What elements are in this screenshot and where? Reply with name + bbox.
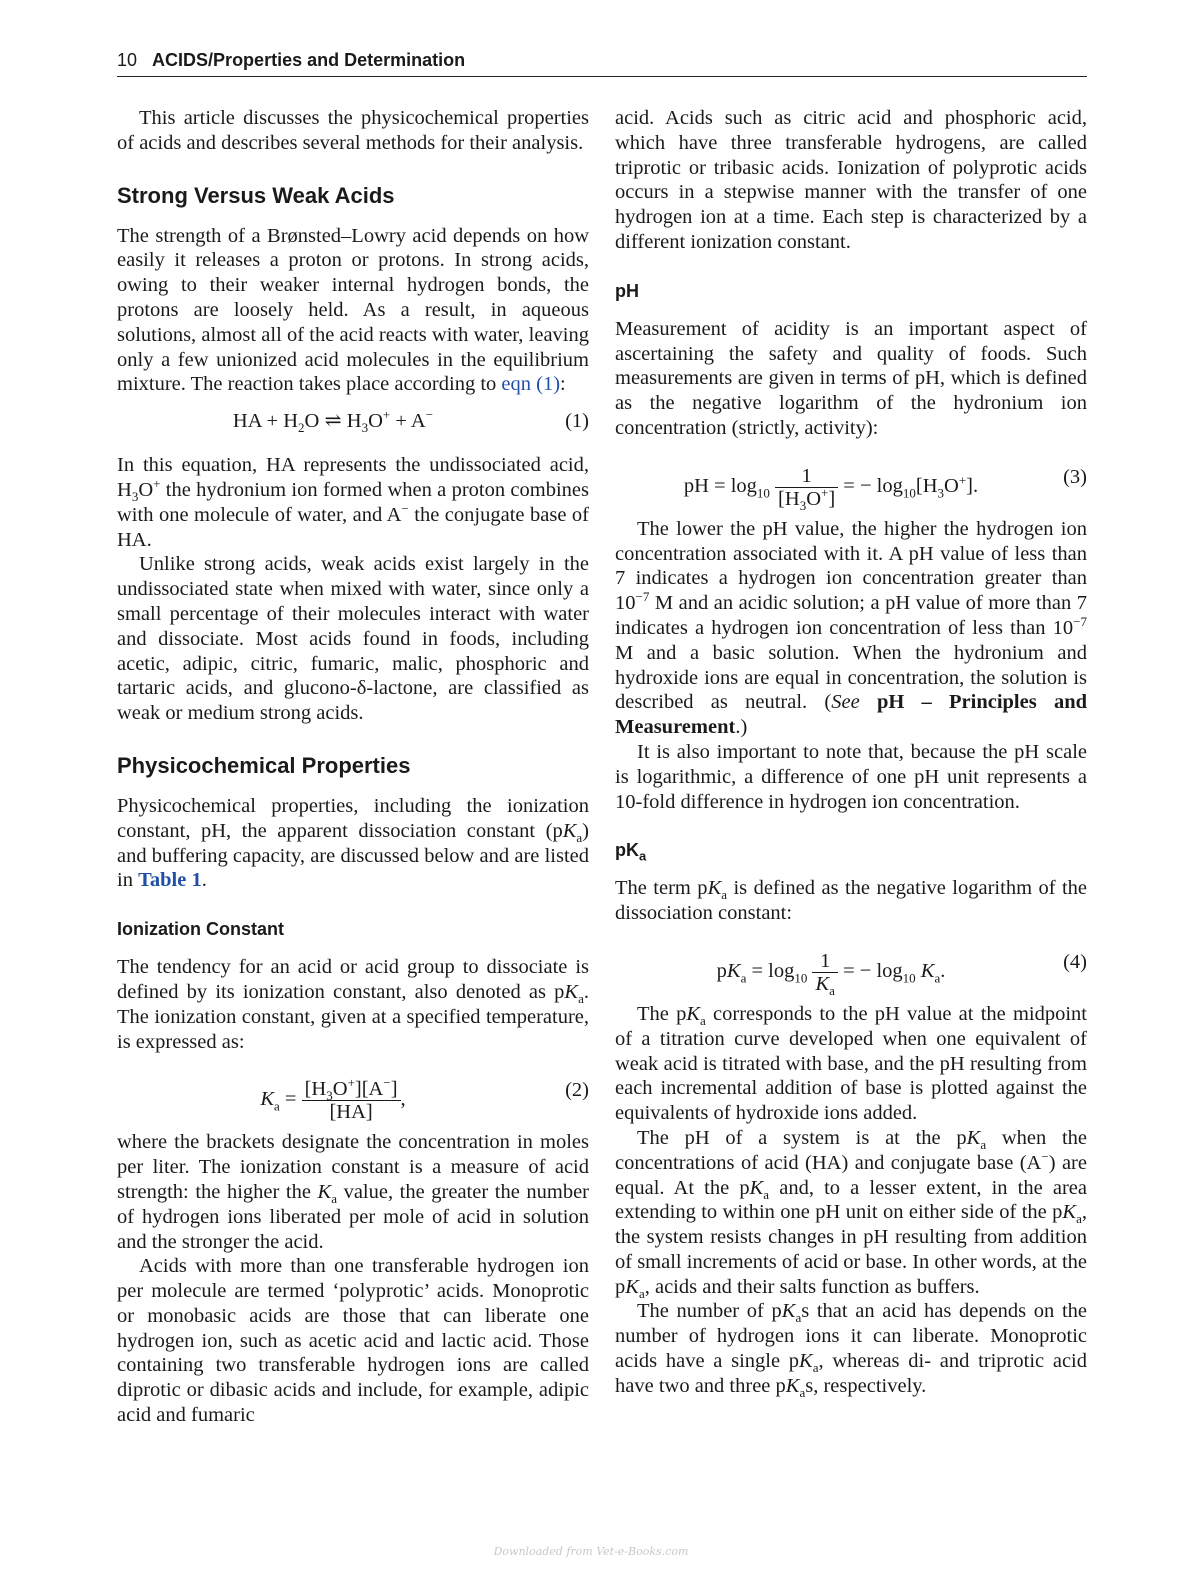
number-pka-paragraph: The number of $pK_as$ that an acid has depends on the number of hydrogen ions it can liberate. Monoprotic acids have a single $pK_a$, whereas di- and triprotic acid have two and three $pK_as$, respectively. — [615, 1300, 1087, 1400]
equation-4-number: (4) — [1063, 950, 1087, 973]
physicochemical-paragraph: Physicochemical properties, including the ionization constant, pH, the apparent dissociation constant $(pK_a)$ and buffering capacity, are discussed below and are listed in Table 1. — [117, 794, 589, 892]
heading-strong-vs-weak: Strong Versus Weak Acids — [117, 182, 395, 208]
brackets-paragraph: where the brackets designate the concentration in moles per liter. The ionization constant is a measure of acid strength: the higher the $K_a$ value, the greater the number of hydrogen ions liberated per mole of acid in solution and the stronger the acid. — [117, 1131, 589, 1253]
ph-principles-link[interactable]: pH – Principles and Measurement — [615, 691, 1088, 739]
table1-link[interactable]: Table 1 — [138, 869, 202, 892]
equation-explanation-paragraph: In this equation, HA represents the undissociated acid, $H_3O^+$ the hydronium ion formed when a proton combines with one molecule of water, and A− the conjugate base of HA. — [117, 454, 590, 551]
equation-2: $K_a$ = $\frac{[H_3O^+][A^-]}{[HA]}$ , (2) — [260, 1075, 589, 1124]
page-header — [117, 50, 1087, 77]
pka-term-paragraph: The term $pK_a$ is defined as the negative logarithm of the dissociation constant: — [615, 877, 1087, 925]
equation-3: pH = $\log_{10}$ $\frac{1}{[H_3O^+]}$ = − $\log_{10}[H_3O^+]$. (3) — [683, 464, 1087, 513]
right-column — [615, 106, 1087, 1399]
download-watermark: Downloaded from Vet-e-Books.com — [493, 1545, 689, 1558]
equation-1-number: (1) — [565, 410, 589, 433]
eqn1-link[interactable]: eqn (1) — [501, 373, 561, 396]
weak-acids-paragraph: Unlike strong acids, weak acids exist largely in the undissociated state when mixed with water, since only a small percentage of their molecules interact with water and dissociate. Most acids found in foods, including acetic, adipic, citric, fumaric, malic, phosphoric and tartaric acids, and glucono-δ-lactone, are classified as weak or medium strong acids. — [117, 553, 589, 725]
midpoint-paragraph: The $pK_a$ corresponds to the pH value at the midpoint of a titration curve developed when one equivalent of weak acid is titrated with base, and the pH resulting from each incremental addition of base is plotted against the equivalents of hydroxide ions added. — [615, 1002, 1087, 1125]
equation-3-number: (3) — [1063, 465, 1087, 488]
heading-physicochemical: Physicochemical Properties — [117, 752, 411, 778]
logarithmic-paragraph: It is also important to note that, because the pH scale is logarithmic, a difference of one pH unit represents a 10-fold difference in hydrogen ion concentration. — [615, 740, 1087, 813]
equation-4: $pK_a = \log_{10}$ $\frac{1}{K_a}$ = − $\log_{10} K_a$. (4) — [716, 949, 1087, 999]
heading-ph: pH — [615, 280, 639, 301]
page-number: 10 — [117, 50, 138, 70]
polyprotic-paragraph: Acids with more than one transferable hydrogen ion per molecule are termed ‘polyprotic’ acids. Monoprotic or monobasic acids are those that can liberate one hydrogen ion, such as acetic acid and lactic acid. Those containing two transferable hydrogen ions are called diprotic or dibasic acids and include, for example, adipic acid and fumaric — [117, 1255, 589, 1427]
heading-pka: $pK_a$ — [615, 840, 647, 864]
system-paragraph: The pH of a system is at the $pK_a$ when the concentrations of acid (HA) and conjugate base (A−) are equal. At the $pK_a$ and, to a lesser extent, in the area extending to within one pH unit on either side of the $pK_a$, the system resists changes in pH resulting from addition of small increments of acid or base. In other words, at the $pK_a$, acids and their salts function as buffers. — [615, 1126, 1087, 1301]
equation-1: HA + $H_2O$ ⇌ $H_3O^+ + A^-$ (1) — [232, 407, 589, 436]
continuation-paragraph: acid. Acids such as citric acid and phosphoric acid, which have three transferable hydrogens, are called triprotic or tribasic acids. Ionization of polyprotic acids occurs in a stepwise manner with the transfer of one hydrogen ion at a time. Each step is characterized by a different ionization constant. — [615, 107, 1087, 253]
left-column — [117, 106, 589, 1428]
heading-ionization-constant: Ionization Constant — [117, 919, 284, 940]
lower-ph-paragraph: The lower the pH value, the higher the hydrogen ion concentration associated with it. A pH value of less than 7 indicates a hydrogen ion concentration greater than $10^{-7}$ M and an acidic solution; a pH value of more than 7 indicates a hydrogen ion concentration of less than $10^{-7}$ M and a basic solution. When the hydronium and hydroxide ions are equal in concentration, the solution is described as neutral. (See pH – Principles and Measurement.) — [615, 517, 1088, 739]
intro-paragraph: This article discusses the physicochemical properties of acids and describes several methods for their analysis. — [117, 107, 589, 154]
measurement-paragraph: Measurement of acidity is an important aspect of ascertaining the safety and quality of foods. Such measurements are given in terms of pH, which is defined as the negative logarithm of the hydronium ion concentration (strictly, activity): — [615, 317, 1087, 439]
strong-acids-paragraph: The strength of a Brønsted–Lowry acid depends on how easily it releases a proton or protons. In strong acids, owing to their weaker internal hydrogen bonds, the protons are loosely held. As a result, in aqueous solutions, almost all of the acid reacts with water, leaving only a few unionized acid molecules in the equilibrium mixture. The reaction takes place according to eqn (1): — [117, 224, 589, 396]
ionization-paragraph: The tendency for an acid or acid group to dissociate is defined by its ionization constant, also denoted as $pK_a$. The ionization constant, given at a specified temperature, is expressed as: — [117, 956, 589, 1053]
running-title: ACIDS/Properties and Determination — [152, 50, 466, 70]
equation-2-number: (2) — [565, 1079, 589, 1102]
